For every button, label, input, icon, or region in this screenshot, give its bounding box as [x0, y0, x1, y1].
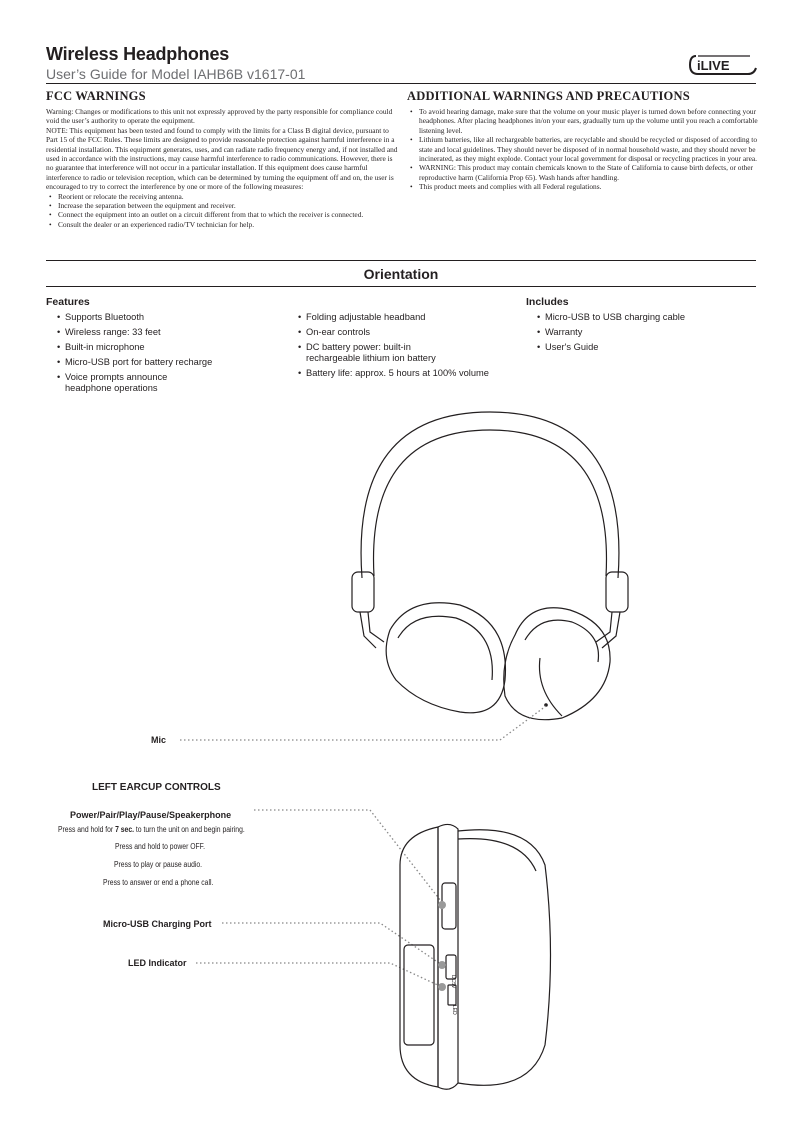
list-item: • Voice prompts announce headphone operations	[57, 372, 195, 394]
list-item: • To avoid hearing damage, make sure that the volume on your music player is turned down before connecting your headphones. After placing headphones in/on your ears, gradually turn up the volume until you reach a comfortable listening level.	[407, 107, 759, 135]
list-item: • On-ear controls	[298, 327, 508, 338]
additional-warnings-body	[407, 107, 759, 192]
power-off-note: Press and hold to power OFF.	[115, 842, 205, 851]
list-item: • Micro-USB port for battery recharge	[57, 357, 257, 368]
left-earcup-controls-heading: LEFT EARCUP CONTROLS	[92, 782, 221, 793]
document-subtitle: User’s Guide for Model IAHB6B v1617-01	[46, 66, 306, 82]
headphones-illustration	[340, 400, 640, 730]
document-title: Wireless Headphones	[46, 44, 230, 64]
features-heading: Features	[46, 296, 90, 308]
list-item: • Supports Bluetooth	[57, 312, 257, 323]
earcup-side-illustration	[190, 805, 570, 1105]
list-item: • DC battery power: built-in rechargeable lithium ion battery	[298, 342, 466, 364]
power-note-bold: 7 sec.	[115, 825, 134, 834]
mic-label: Mic	[151, 735, 167, 745]
includes-heading: Includes	[526, 296, 569, 308]
led-indicator-label: LED Indicator	[128, 958, 187, 968]
list-item: • Battery life: approx. 5 hours at 100% volume	[298, 368, 508, 379]
logo-text: iLIVE	[697, 58, 730, 73]
list-item: • Connect the equipment into an outlet on a circuit different from that to which the receiver is connected.	[46, 210, 398, 219]
additional-warnings-list	[407, 107, 759, 192]
list-item: • Folding adjustable headband	[298, 312, 508, 323]
dc-port-text: DC5V	[450, 975, 456, 989]
list-item: • Reorient or relocate the receiving antenna.	[46, 192, 398, 201]
header-rule	[46, 83, 756, 84]
orientation-bottom-rule	[46, 286, 756, 287]
mic-callout-line	[170, 700, 550, 750]
list-item: • Consult the dealer or an experienced radio/TV technician for help.	[46, 220, 398, 229]
additional-warnings-heading: ADDITIONAL WARNINGS AND PRECAUTIONS	[407, 89, 690, 103]
power-note-post: to turn the unit on and begin pairing.	[133, 825, 245, 834]
play-pause-note: Press to play or pause audio.	[114, 860, 203, 869]
fcc-heading: FCC WARNINGS	[46, 89, 146, 103]
list-item: • Built-in microphone	[57, 342, 257, 353]
power-button-label: Power/Pair/Play/Pause/Speakerphone	[70, 810, 232, 820]
orientation-top-rule	[46, 260, 756, 261]
ilive-logo	[688, 52, 758, 78]
fcc-body	[46, 107, 398, 229]
led-port-text: LED	[451, 1005, 457, 1015]
includes-list	[537, 312, 737, 357]
list-item: • User's Guide	[537, 342, 737, 353]
list-item: • WARNING: This product may contain chemicals known to the State of California to cause birth defects, or other reproductive harm (California Prop 65). Wash hands after handling.	[407, 163, 759, 182]
fcc-paragraph-2: NOTE: This equipment has been tested and found to comply with the limits for a Class B digital device, pursuant to Part 15 of the FCC Rules. These limits are designed to provide reasonable protection against harmful interference in a residential installation. This equipment generates, uses, and can radiate radio frequency energy and, if not installed and used in accordance with the instructions, may cause harmful interference to radio communications. However, there is no guarantee that interference will not occur in a particular installation. If this equipment does cause harmful interference to radio or television reception, which can be determined by turning the equipment off and on, the user is encouraged to try to correct the interference by one or more of the following measures:	[46, 125, 398, 192]
list-item: • Micro-USB to USB charging cable	[537, 312, 737, 323]
list-item: • Warranty	[537, 327, 737, 338]
phone-call-note: Press to answer or end a phone call.	[103, 878, 214, 887]
fcc-paragraph-1: Warning: Changes or modifications to this unit not expressly approved by the party responsible for compliance could void the user’s authority to operate the equipment.	[46, 107, 393, 126]
usb-port-dot	[438, 961, 446, 969]
list-item: • Increase the separation between the equipment and receiver.	[46, 201, 398, 210]
power-note-pre: Press and hold for	[58, 825, 116, 834]
power-button-dot[interactable]	[438, 901, 446, 909]
orientation-heading: Orientation	[363, 266, 439, 282]
led-dot	[438, 983, 446, 991]
list-item: • Wireless range: 33 feet	[57, 327, 257, 338]
features-list-2	[298, 312, 508, 383]
features-list-1	[57, 312, 257, 398]
list-item: • Lithium batteries, like all rechargeable batteries, are recyclable and should be recycled or disposed of according to state and local guidelines. They should never be disposed of in normal household waste, and they should never be incinerated, as they might explode. Contact your local government for disposal or recycling practices in your area.	[407, 135, 759, 163]
fcc-measures-list	[46, 192, 398, 230]
list-item: • This product meets and complies with all Federal regulations.	[407, 182, 759, 191]
usb-port-label: Micro-USB Charging Port	[103, 919, 212, 929]
